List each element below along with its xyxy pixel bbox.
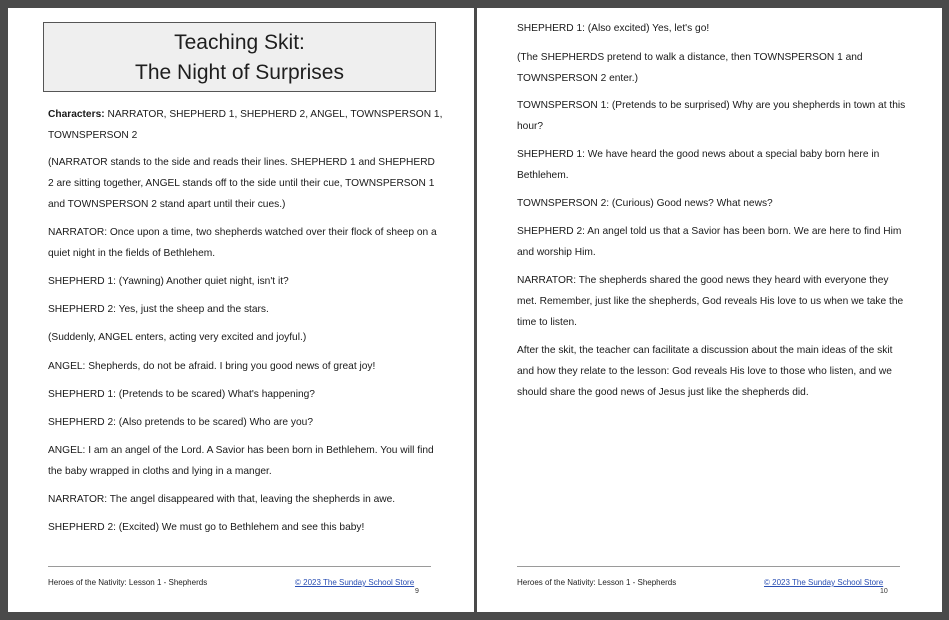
paragraph: SHEPHERD 2: (Also pretends to be scared) Who are you? [48,417,313,428]
paragraph: TOWNSPERSON 1: (Pretends to be surprised) Why are you shepherds in town at this hour? [517,100,906,132]
paragraph: After the skit, the teacher can facilitate a discussion about the main ideas of the skit and how they relate to the lesson: God reveals His love to those who listen, and we should share the good news of Jesus just like the shepherds did. [517,345,893,398]
paragraph: NARRATOR: Once upon a time, two shepherds watched over their flock of sheep on a quiet night in the fields of Bethlehem. [48,227,437,259]
document-page-right [477,8,942,612]
title-box [43,22,436,92]
paragraph: (The SHEPHERDS pretend to walk a distance, then TOWNSPERSON 1 and TOWNSPERSON 2 enter.) [517,52,863,84]
footer-divider [517,566,900,567]
page-title-line1: Teaching Skit: [174,31,305,54]
paragraph: TOWNSPERSON 2: (Curious) Good news? What news? [517,198,773,209]
footer-copyright-link[interactable]: © 2023 The Sunday School Store [295,578,415,587]
paragraph: SHEPHERD 2: (Excited) We must go to Bethlehem and see this baby! [48,522,365,533]
paragraph: SHEPHERD 2: An angel told us that a Savior has been born. We are here to find Him and worship Him. [517,226,902,258]
footer-divider [48,566,431,567]
paragraph: NARRATOR: The angel disappeared with that, leaving the shepherds in awe. [48,494,396,505]
paragraph: SHEPHERD 2: Yes, just the sheep and the stars. [48,304,269,315]
paragraph: NARRATOR: The shepherds shared the good news they heard with everyone they met. Remember, just like the shepherds, God reveals His love to us when we take the time to listen. [517,275,904,328]
footer-lesson-title: Heroes of the Nativity: Lesson 1 - Shepherds [48,578,208,587]
footer-copyright-link[interactable]: © 2023 The Sunday School Store [764,578,884,587]
page-number: 10 [880,588,888,595]
document-page-left [8,8,474,612]
paragraph: ANGEL: I am an angel of the Lord. A Savior has been born in Bethlehem. You will find the baby wrapped in cloths and lying in a manger. [48,445,434,477]
characters-text: NARRATOR, SHEPHERD 1, SHEPHERD 2, ANGEL, TOWNSPERSON 1, TOWNSPERSON 2 [48,109,443,141]
paragraph: (NARRATOR stands to the side and reads their lines. SHEPHERD 1 and SHEPHERD 2 are sitting together, ANGEL stands off to the side until their cue, TOWNSPERSON 1 and TOWNSPERSON 2 stand apart until their cues.) [48,157,435,210]
paragraph: ANGEL: Shepherds, do not be afraid. I bring you good news of great joy! [48,361,376,372]
paragraph: SHEPHERD 1: (Yawning) Another quiet night, isn't it? [48,276,289,287]
paragraph: SHEPHERD 1: (Pretends to be scared) What's happening? [48,389,315,400]
paragraph: SHEPHERD 1: (Also excited) Yes, let's go! [517,23,710,34]
characters-paragraph [48,104,443,146]
paragraph: (Suddenly, ANGEL enters, acting very excited and joyful.) [48,332,307,343]
footer-lesson-title: Heroes of the Nativity: Lesson 1 - Shepherds [517,578,677,587]
page-title-line2: The Night of Surprises [135,61,344,84]
characters-label: Characters: [48,109,105,120]
page-number: 9 [415,588,419,595]
paragraph: SHEPHERD 1: We have heard the good news about a special baby born here in Bethlehem. [517,149,880,181]
